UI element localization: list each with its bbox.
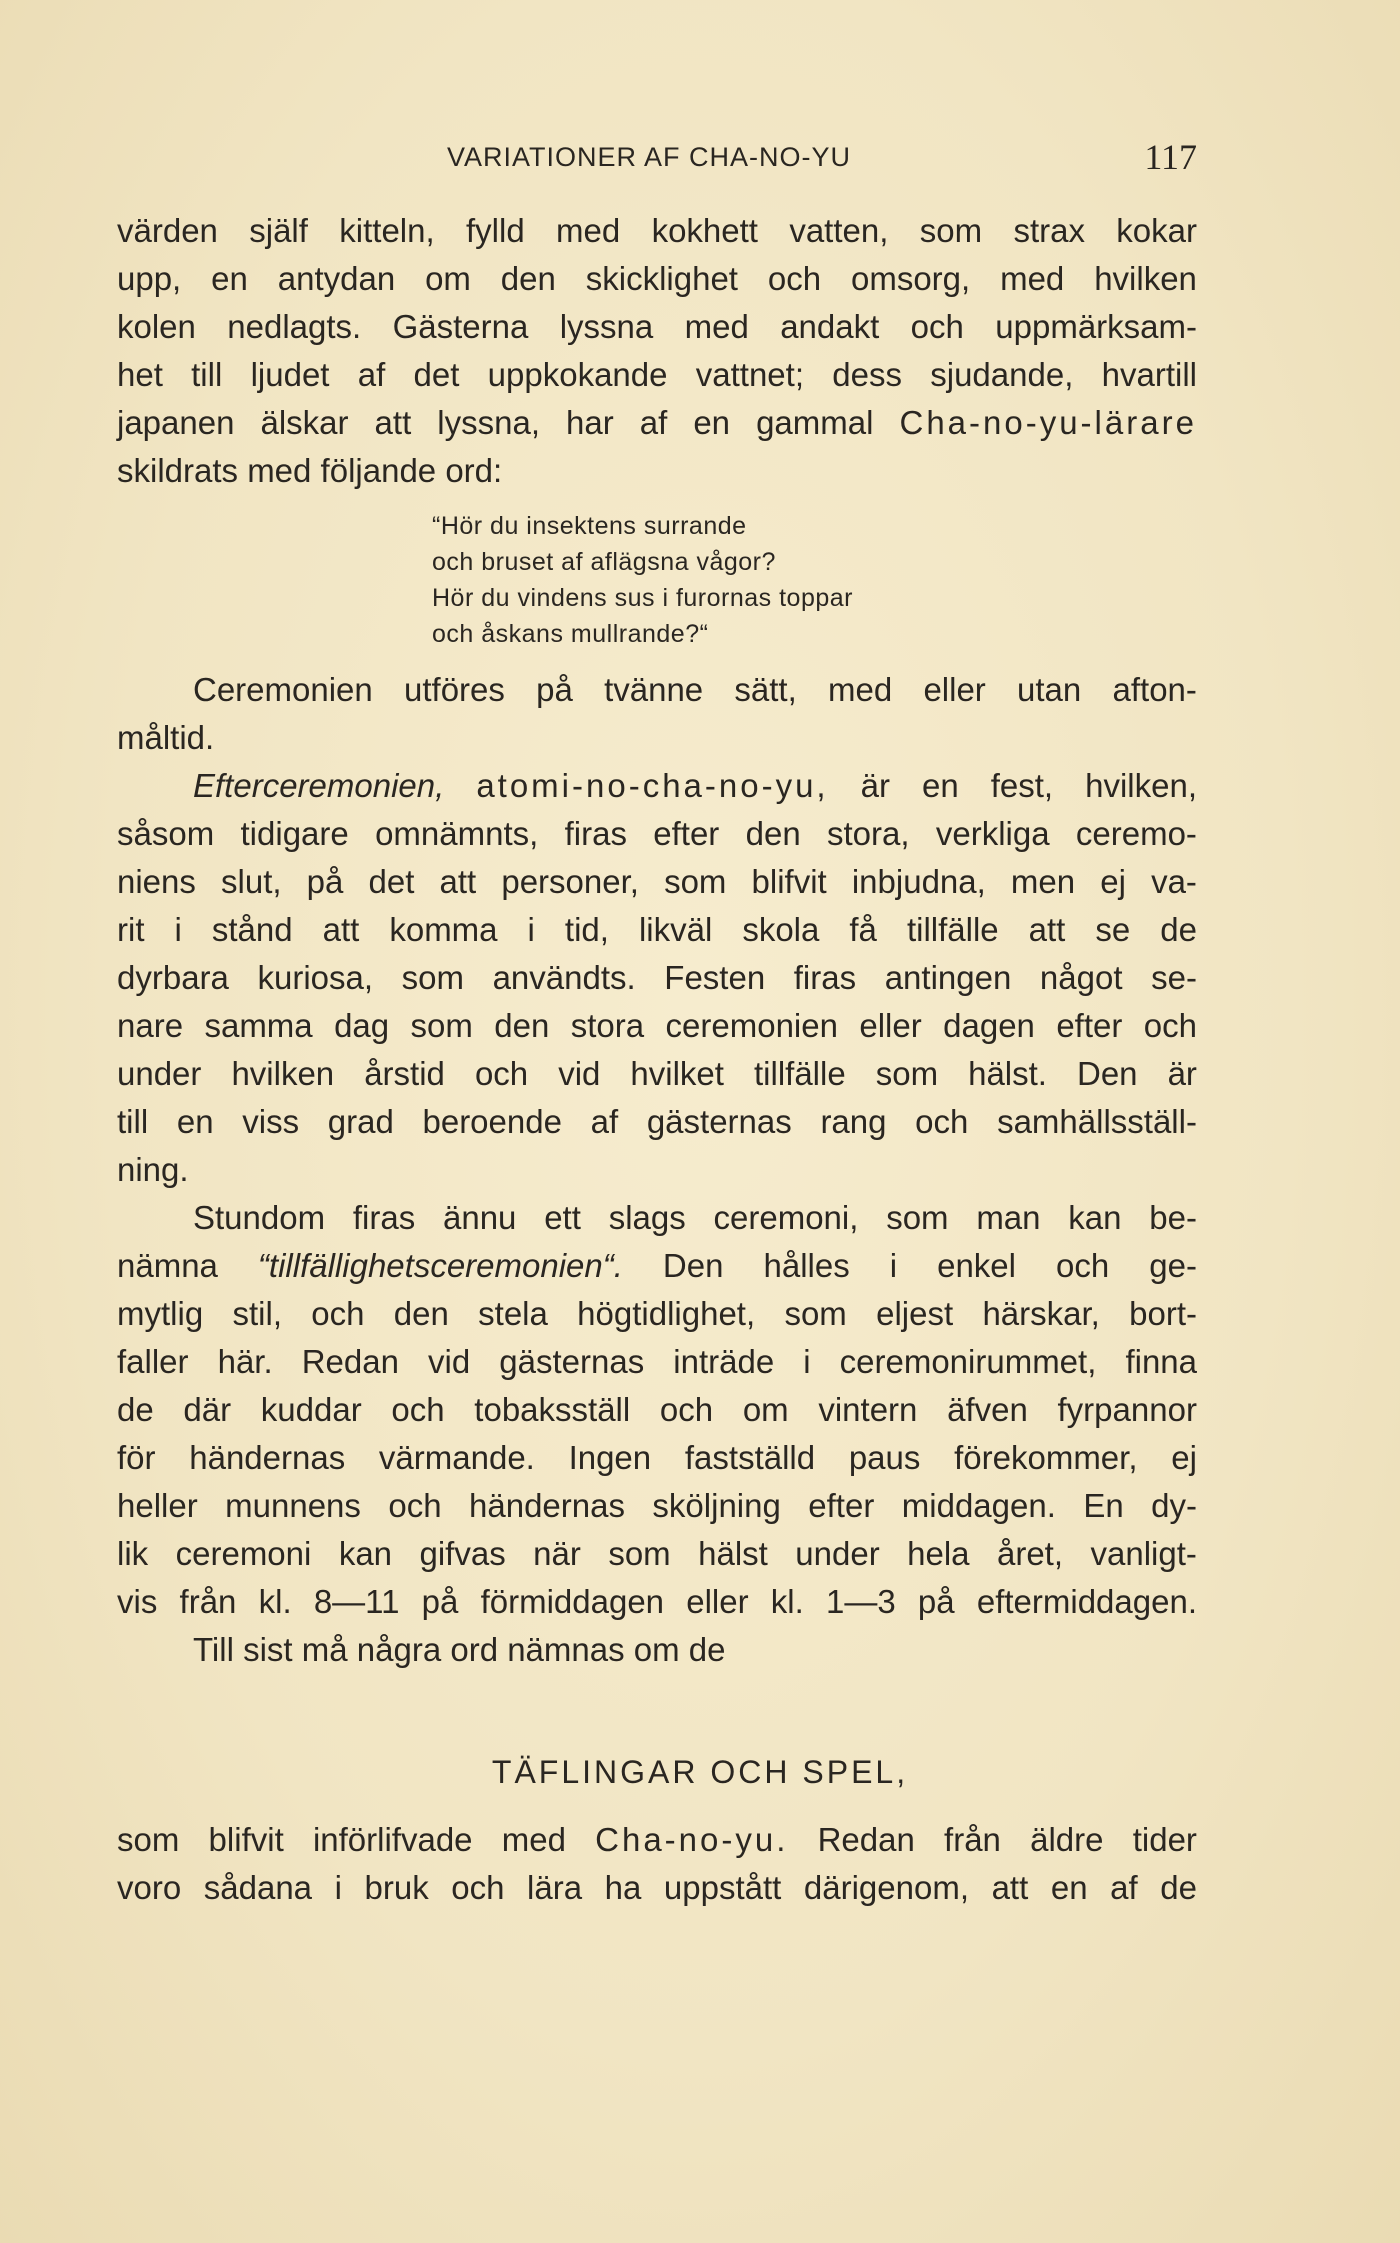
word: tider — [1132, 1821, 1197, 1858]
word: värmande. — [378, 1439, 535, 1476]
text-line — [117, 1050, 1197, 1098]
word: Den — [1077, 1055, 1138, 1092]
word: i — [334, 1869, 342, 1906]
word: införlifvade — [312, 1821, 473, 1858]
word: med — [684, 308, 749, 345]
word: efter — [1056, 1007, 1123, 1044]
word: kan — [338, 1535, 393, 1572]
word: het — [117, 356, 163, 393]
word: och — [767, 260, 822, 297]
word: att — [991, 1869, 1029, 1906]
word: verkliga — [935, 815, 1050, 852]
word: vid — [428, 1343, 471, 1380]
word: ha — [604, 1869, 642, 1906]
word: va- — [1151, 863, 1197, 900]
word: förekommer, — [954, 1439, 1138, 1476]
word: de — [1160, 911, 1197, 948]
word: det — [368, 863, 415, 900]
word: kuddar — [260, 1391, 362, 1428]
word: på — [306, 863, 344, 900]
word: ceremoni — [175, 1535, 312, 1572]
word: finna — [1125, 1343, 1197, 1380]
word: af — [357, 356, 386, 393]
word: hvilken — [1094, 260, 1197, 297]
word: dess — [832, 356, 902, 393]
word: kolen — [117, 308, 196, 345]
word: bruk — [364, 1869, 429, 1906]
word: strax — [1013, 212, 1085, 249]
text-line — [117, 906, 1197, 954]
word: och — [1143, 1007, 1197, 1044]
word: uppmärksam- — [995, 308, 1197, 345]
text-line — [117, 1338, 1197, 1386]
word: hälst — [698, 1535, 768, 1572]
word: har — [566, 404, 614, 441]
word: heller — [117, 1487, 198, 1524]
word: att — [322, 911, 360, 948]
word: blifvit — [208, 1821, 284, 1858]
word: ceremo- — [1075, 815, 1197, 852]
text-line — [117, 666, 1197, 714]
word: kitteln, — [339, 212, 435, 249]
poem-line: Hör du vindens sus i furornas toppar — [432, 584, 853, 612]
word: som — [875, 1055, 939, 1092]
word: upp, — [117, 260, 182, 297]
word: i — [174, 911, 182, 948]
word: något — [1039, 959, 1123, 996]
word: på — [421, 1583, 459, 1620]
word: är — [860, 767, 890, 804]
word: rit — [117, 911, 145, 948]
word: vanligt- — [1090, 1535, 1197, 1572]
word: vatten, — [789, 212, 889, 249]
word: viss — [242, 1103, 300, 1140]
word: ännu — [443, 1199, 517, 1236]
word: och — [311, 1295, 365, 1332]
word: från — [179, 1583, 237, 1620]
word: nare — [117, 1007, 184, 1044]
word: hela — [907, 1535, 970, 1572]
word: på — [536, 671, 573, 708]
word: vis — [117, 1583, 158, 1620]
text-line — [117, 810, 1197, 858]
word: dyrbara — [117, 959, 229, 996]
paragraph-closing — [117, 1816, 1197, 1912]
word: gästernas — [499, 1343, 645, 1380]
word: hvartill — [1101, 356, 1197, 393]
word: sätt, — [734, 671, 797, 708]
word: eljest — [876, 1295, 954, 1332]
word: kan — [1068, 1199, 1122, 1236]
word: ljudet — [250, 356, 330, 393]
word: kl. — [258, 1583, 292, 1620]
word: kokar — [1116, 212, 1197, 249]
word: och — [659, 1391, 714, 1428]
word: inbjudna, — [851, 863, 986, 900]
word: En — [1083, 1487, 1124, 1524]
word: den — [393, 1295, 449, 1332]
word: hvilken — [231, 1055, 335, 1092]
word: stora, — [827, 815, 910, 852]
word: dag — [334, 1007, 390, 1044]
word: som — [886, 1199, 949, 1236]
word: firas — [352, 1199, 416, 1236]
text-line — [117, 351, 1197, 399]
word: en — [921, 767, 959, 804]
page-number: 117 — [1144, 137, 1197, 177]
word: ceremonien — [665, 1007, 838, 1044]
word: blifvit — [751, 863, 827, 900]
poem-quote — [432, 508, 853, 652]
word: likväl — [638, 911, 713, 948]
word: sköljning — [652, 1487, 781, 1524]
word: ej — [1171, 1439, 1197, 1476]
word: kokhett — [651, 212, 758, 249]
word: äldre — [1030, 1821, 1104, 1858]
word: äfven — [947, 1391, 1028, 1428]
word: fastställd — [684, 1439, 816, 1476]
word: beroende — [422, 1103, 562, 1140]
word: de — [117, 1391, 154, 1428]
word: själf — [249, 212, 308, 249]
word: 8—11 — [313, 1583, 400, 1620]
word: bort- — [1129, 1295, 1197, 1332]
word: och — [391, 1391, 445, 1428]
word: lyssna — [559, 308, 654, 345]
word: när — [533, 1535, 581, 1572]
word: som — [784, 1295, 847, 1332]
word: ceremoni, — [713, 1199, 859, 1236]
word: uppkokande — [487, 356, 668, 393]
word: Festen — [664, 959, 766, 996]
word: efter — [808, 1487, 875, 1524]
word: få — [849, 911, 877, 948]
word: eftermiddagen. — [976, 1583, 1197, 1620]
word: firas — [564, 815, 627, 852]
poem-line: och åskans mullrande?“ — [432, 620, 709, 648]
word: den — [494, 1007, 550, 1044]
word: utföres — [404, 671, 505, 708]
word: med — [828, 671, 893, 708]
text-line — [117, 1194, 1197, 1242]
word: enkel — [937, 1247, 1016, 1284]
word: om — [742, 1391, 789, 1428]
word: den — [745, 815, 801, 852]
word: därigenom, — [803, 1869, 970, 1906]
word: antydan — [277, 260, 396, 297]
text-line — [117, 1578, 1197, 1626]
word: det — [413, 356, 460, 393]
text-line — [117, 762, 1197, 810]
word: älskar — [260, 404, 349, 441]
word: som — [410, 1007, 473, 1044]
word: stela — [478, 1295, 548, 1332]
spaced-term: Cha-no-yu-lärare — [899, 404, 1197, 441]
word: förmiddagen — [480, 1583, 665, 1620]
word: hvilket — [630, 1055, 724, 1092]
word: Ceremonien — [193, 671, 373, 708]
word: fyrpannor — [1057, 1391, 1197, 1428]
word: slags — [608, 1199, 686, 1236]
text-line: Till sist må några ord nämnas om de — [193, 1631, 726, 1668]
word: voro — [117, 1869, 182, 1906]
word: och — [915, 1103, 969, 1140]
word: i — [889, 1247, 898, 1284]
word: med — [1000, 260, 1065, 297]
section-heading: TÄFLINGAR OCH SPEL, — [491, 1754, 909, 1790]
word: efter — [653, 815, 720, 852]
word: en — [176, 1103, 214, 1140]
word: om — [425, 260, 471, 297]
word: se- — [1151, 959, 1197, 996]
word: härskar, — [982, 1295, 1100, 1332]
word: året, — [996, 1535, 1064, 1572]
word: andakt — [780, 308, 880, 345]
text-line — [117, 1482, 1197, 1530]
word: nedlagts. — [227, 308, 362, 345]
word: af — [590, 1103, 619, 1140]
word: tillfälle — [906, 911, 999, 948]
main-text — [117, 666, 1197, 1674]
word: händernas — [469, 1487, 625, 1524]
word: uppstått — [663, 1869, 782, 1906]
word: och — [451, 1869, 505, 1906]
word: där — [183, 1391, 232, 1428]
word: sjudande, — [930, 356, 1074, 393]
running-head: VARIATIONER AF CHA-NO-YU — [447, 142, 852, 172]
word: grad — [327, 1103, 394, 1140]
word: ge- — [1149, 1247, 1197, 1284]
word: här. — [217, 1343, 273, 1380]
word: lyssna, — [437, 404, 540, 441]
word: Gästerna — [392, 308, 529, 345]
word: vid — [558, 1055, 601, 1092]
word: inträde — [673, 1343, 775, 1380]
word: stil, — [232, 1295, 282, 1332]
word: en — [211, 260, 248, 297]
word: den — [500, 260, 556, 297]
word: komma — [389, 911, 498, 948]
word: Redan — [817, 1821, 915, 1858]
word: af — [1110, 1869, 1138, 1906]
word: såsom — [117, 815, 215, 852]
word: dagen — [943, 1007, 1035, 1044]
text-line — [117, 1098, 1197, 1146]
text-line — [117, 207, 1197, 255]
word: samma — [204, 1007, 313, 1044]
word: och — [1056, 1247, 1110, 1284]
text-line — [117, 1530, 1197, 1578]
word: tid, — [564, 911, 609, 948]
word: och — [910, 308, 964, 345]
word: under — [117, 1055, 202, 1092]
word: fest, — [990, 767, 1054, 804]
word: som — [919, 212, 983, 249]
word: tillfälle — [753, 1055, 846, 1092]
word: de — [1160, 1869, 1197, 1906]
text-line: måltid. — [117, 719, 215, 756]
word: gifvas — [419, 1535, 506, 1572]
word: stora — [570, 1007, 645, 1044]
word: man — [976, 1199, 1041, 1236]
word: ett — [544, 1199, 581, 1236]
word: i — [527, 911, 535, 948]
word: mytlig — [117, 1295, 204, 1332]
word: tvänne — [604, 671, 704, 708]
word: som — [664, 863, 727, 900]
word: hvilken, — [1085, 767, 1197, 804]
word: skicklighet — [585, 260, 738, 297]
word: högtidlighet, — [577, 1295, 756, 1332]
word: med — [556, 212, 621, 249]
word: att — [439, 863, 477, 900]
spaced-term: atomi-no-cha-no-yu, — [476, 767, 829, 804]
word: användts. — [492, 959, 636, 996]
poem-line: “Hör du insektens surrande — [432, 512, 747, 540]
word: kl. — [770, 1583, 804, 1620]
text-line — [117, 1816, 1197, 1864]
word: som — [401, 959, 464, 996]
word: att — [374, 404, 412, 441]
word: af — [639, 404, 668, 441]
word: faller — [117, 1343, 189, 1380]
word: kuriosa, — [257, 959, 374, 996]
word: eller — [686, 1583, 749, 1620]
word: tidigare — [240, 815, 349, 852]
word: en — [693, 404, 731, 441]
word: lära — [527, 1869, 583, 1906]
word: Redan — [301, 1343, 399, 1380]
word: hålles — [763, 1247, 850, 1284]
word: årstid — [364, 1055, 445, 1092]
word: under — [795, 1535, 880, 1572]
word: till — [117, 1103, 149, 1140]
word: vattnet; — [695, 356, 804, 393]
word: omnämnts, — [375, 815, 539, 852]
word: men — [1010, 863, 1076, 900]
word: som — [117, 1821, 180, 1858]
italic-term: “tillfällighetsceremonien“. — [257, 1247, 623, 1284]
word: samhällsställ- — [997, 1103, 1197, 1140]
word: skola — [742, 911, 820, 948]
word: omsorg, — [850, 260, 971, 297]
word: firas — [793, 959, 857, 996]
word: från — [944, 1821, 1001, 1858]
word: sådana — [203, 1869, 313, 1906]
word: utan — [1017, 671, 1082, 708]
word: för — [117, 1439, 156, 1476]
word: som — [608, 1535, 671, 1572]
word: och — [388, 1487, 442, 1524]
word: på — [917, 1583, 955, 1620]
text-line — [117, 1864, 1197, 1912]
word: rang — [820, 1103, 887, 1140]
word: dy- — [1151, 1487, 1197, 1524]
text-line — [117, 255, 1197, 303]
spaced-term: Cha-no-yu. — [595, 1821, 789, 1858]
word: eller — [923, 671, 986, 708]
word: 1—3 — [826, 1583, 896, 1620]
page-header — [117, 138, 1197, 186]
text-line — [117, 1290, 1197, 1338]
word: munnens — [225, 1487, 361, 1524]
text-line — [117, 1386, 1197, 1434]
word: Stundom — [193, 1199, 326, 1236]
word: och — [474, 1055, 529, 1092]
word: till — [191, 356, 223, 393]
word: hälst. — [968, 1055, 1047, 1092]
word: vintern — [818, 1391, 918, 1428]
word: paus — [848, 1439, 921, 1476]
word: händernas — [189, 1439, 346, 1476]
paragraph-opening — [117, 207, 1197, 495]
text-line — [117, 1434, 1197, 1482]
word: se — [1095, 911, 1131, 948]
word: be- — [1149, 1199, 1197, 1236]
word: att — [1028, 911, 1066, 948]
text-line: ning. — [117, 1151, 189, 1188]
word: personer, — [501, 863, 639, 900]
word: är — [1167, 1055, 1197, 1092]
word: eller — [859, 1007, 922, 1044]
word: gästernas — [646, 1103, 792, 1140]
word: i — [803, 1343, 811, 1380]
text-line — [117, 954, 1197, 1002]
word: afton- — [1112, 671, 1197, 708]
word: stånd — [211, 911, 293, 948]
word: japanen — [117, 404, 235, 441]
word: middagen. — [901, 1487, 1056, 1524]
text-line — [117, 1002, 1197, 1050]
word: med — [501, 1821, 566, 1858]
word: fylld — [466, 212, 525, 249]
text-line — [117, 858, 1197, 906]
text-line — [117, 399, 1197, 447]
word: lik — [117, 1535, 149, 1572]
word: slut, — [221, 863, 282, 900]
text-line: skildrats med följande ord: — [117, 452, 503, 489]
italic-term: Efterceremonien, — [193, 767, 445, 804]
word: Den — [662, 1247, 724, 1284]
word: Ingen — [568, 1439, 652, 1476]
word: tobaksställ — [474, 1391, 631, 1428]
word: gammal — [756, 404, 874, 441]
word: ceremonirummet, — [839, 1343, 1097, 1380]
word: värden — [117, 212, 218, 249]
poem-line: och bruset af aflägsna vågor? — [432, 548, 776, 576]
word: antingen — [884, 959, 1012, 996]
word: en — [1050, 1869, 1088, 1906]
text-line: nämna “tillfällighetsceremonien“. Den hålles i enkel och ge- — [117, 1242, 1197, 1290]
word: ej — [1100, 863, 1126, 900]
word: niens — [117, 863, 196, 900]
text-line — [117, 303, 1197, 351]
